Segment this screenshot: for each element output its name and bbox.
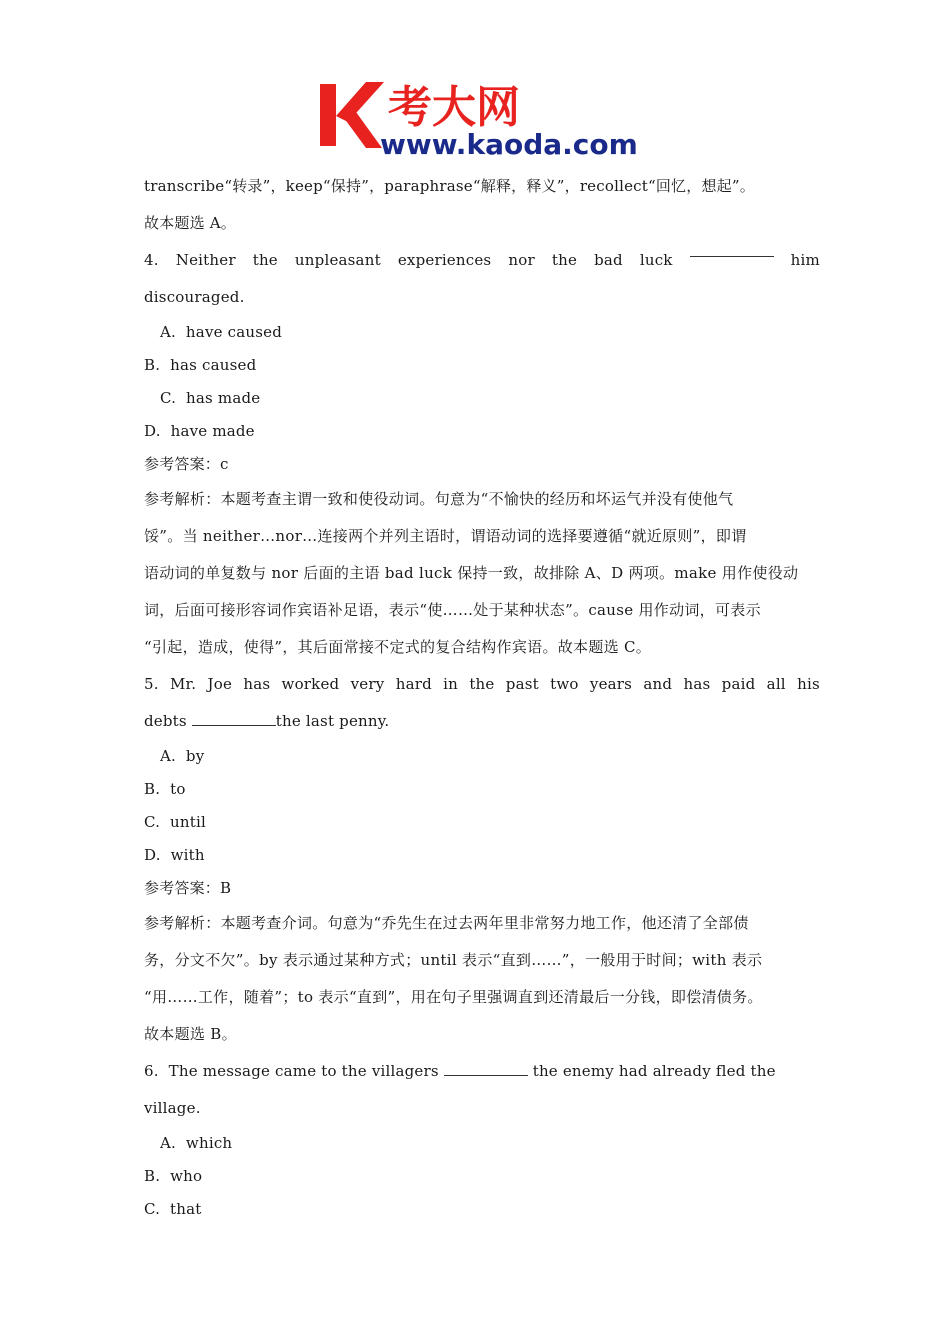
q5-analysis-line: 故本题选 B。 bbox=[144, 1025, 237, 1043]
kaoda-logo bbox=[318, 78, 638, 158]
question-5-continued: debts the last penny. bbox=[144, 712, 390, 730]
q5-answer: 参考答案：B bbox=[144, 879, 232, 897]
q5-option-a: A. by bbox=[160, 747, 205, 765]
q4-option-b: B. has caused bbox=[144, 356, 257, 374]
q5-option-d: D. with bbox=[144, 846, 205, 864]
q4-analysis-line: 词，后面可接形容词作宾语补足语，表示“使……处于某种状态”。cause 用作动词，可表示 bbox=[144, 601, 761, 619]
question-4-continued: discouraged. bbox=[144, 288, 245, 306]
answer-blank bbox=[192, 711, 276, 726]
q3-explanation-tail: transcribe“转录”，keep“保持”，paraphrase“解释，释义”，recollect“回忆，想起”。 bbox=[144, 177, 755, 195]
q4-analysis-line: “引起，造成，使得”，其后面常接不定式的复合结构作宾语。故本题选 C。 bbox=[144, 638, 652, 656]
logo-url: www.kaoda.com bbox=[380, 128, 638, 158]
question-6-continued: village. bbox=[144, 1099, 201, 1117]
q4-analysis-line: 语动词的单复数与 nor 后面的主语 bad luck 保持一致，故排除 A、D 两项。make 用作使役动 bbox=[144, 564, 799, 582]
q6-option-a: A. which bbox=[160, 1134, 233, 1152]
q4-analysis-line: 参考解析：本题考查主谓一致和使役动词。句意为“不愉快的经历和坏运气并没有使他气 bbox=[144, 490, 734, 508]
q5-analysis-line: 参考解析：本题考查介词。句意为“乔先生在过去两年里非常努力地工作，他还清了全部债 bbox=[144, 914, 749, 932]
q4-answer: 参考答案：c bbox=[144, 455, 229, 473]
q4-option-d: D. have made bbox=[144, 422, 255, 440]
q4-analysis-line: 馁”。当 neither…nor…连接两个并列主语时，谓语动词的选择要遵循“就近原则”，即谓 bbox=[144, 527, 747, 545]
q3-conclusion: 故本题选 A。 bbox=[144, 214, 237, 232]
q5-option-c: C. until bbox=[144, 813, 206, 831]
answer-blank bbox=[690, 242, 774, 257]
q5-option-b: B. to bbox=[144, 780, 186, 798]
kaoda-logo-graphic bbox=[318, 78, 638, 158]
q6-option-c: C. that bbox=[144, 1200, 202, 1218]
q5-analysis-line: “用……工作，随着”；to 表示“直到”，用在句子里强调直到还清最后一分钱，即偿清债务。 bbox=[144, 988, 763, 1006]
logo-k-mark bbox=[320, 82, 384, 148]
document-body bbox=[144, 168, 820, 1226]
q4-option-a: A. have caused bbox=[160, 323, 283, 341]
question-5-stem: 5. Mr. Joe has worked very hard in the past two years and has paid all his bbox=[144, 675, 820, 693]
logo-brand-cn: 考大网 bbox=[388, 82, 520, 133]
q6-option-b: B. who bbox=[144, 1167, 203, 1185]
q4-option-c: C. has made bbox=[160, 389, 261, 407]
question-6-stem: 6. The message came to the villagers the enemy had already fled the bbox=[144, 1062, 776, 1080]
q5-analysis-line: 务，分文不欠”。by 表示通过某种方式；until 表示“直到……”，一般用于时间；with 表示 bbox=[144, 951, 763, 969]
answer-blank bbox=[444, 1061, 528, 1076]
question-4-stem: 4. Neither the unpleasant experiences nor the bad luck him bbox=[144, 242, 820, 279]
